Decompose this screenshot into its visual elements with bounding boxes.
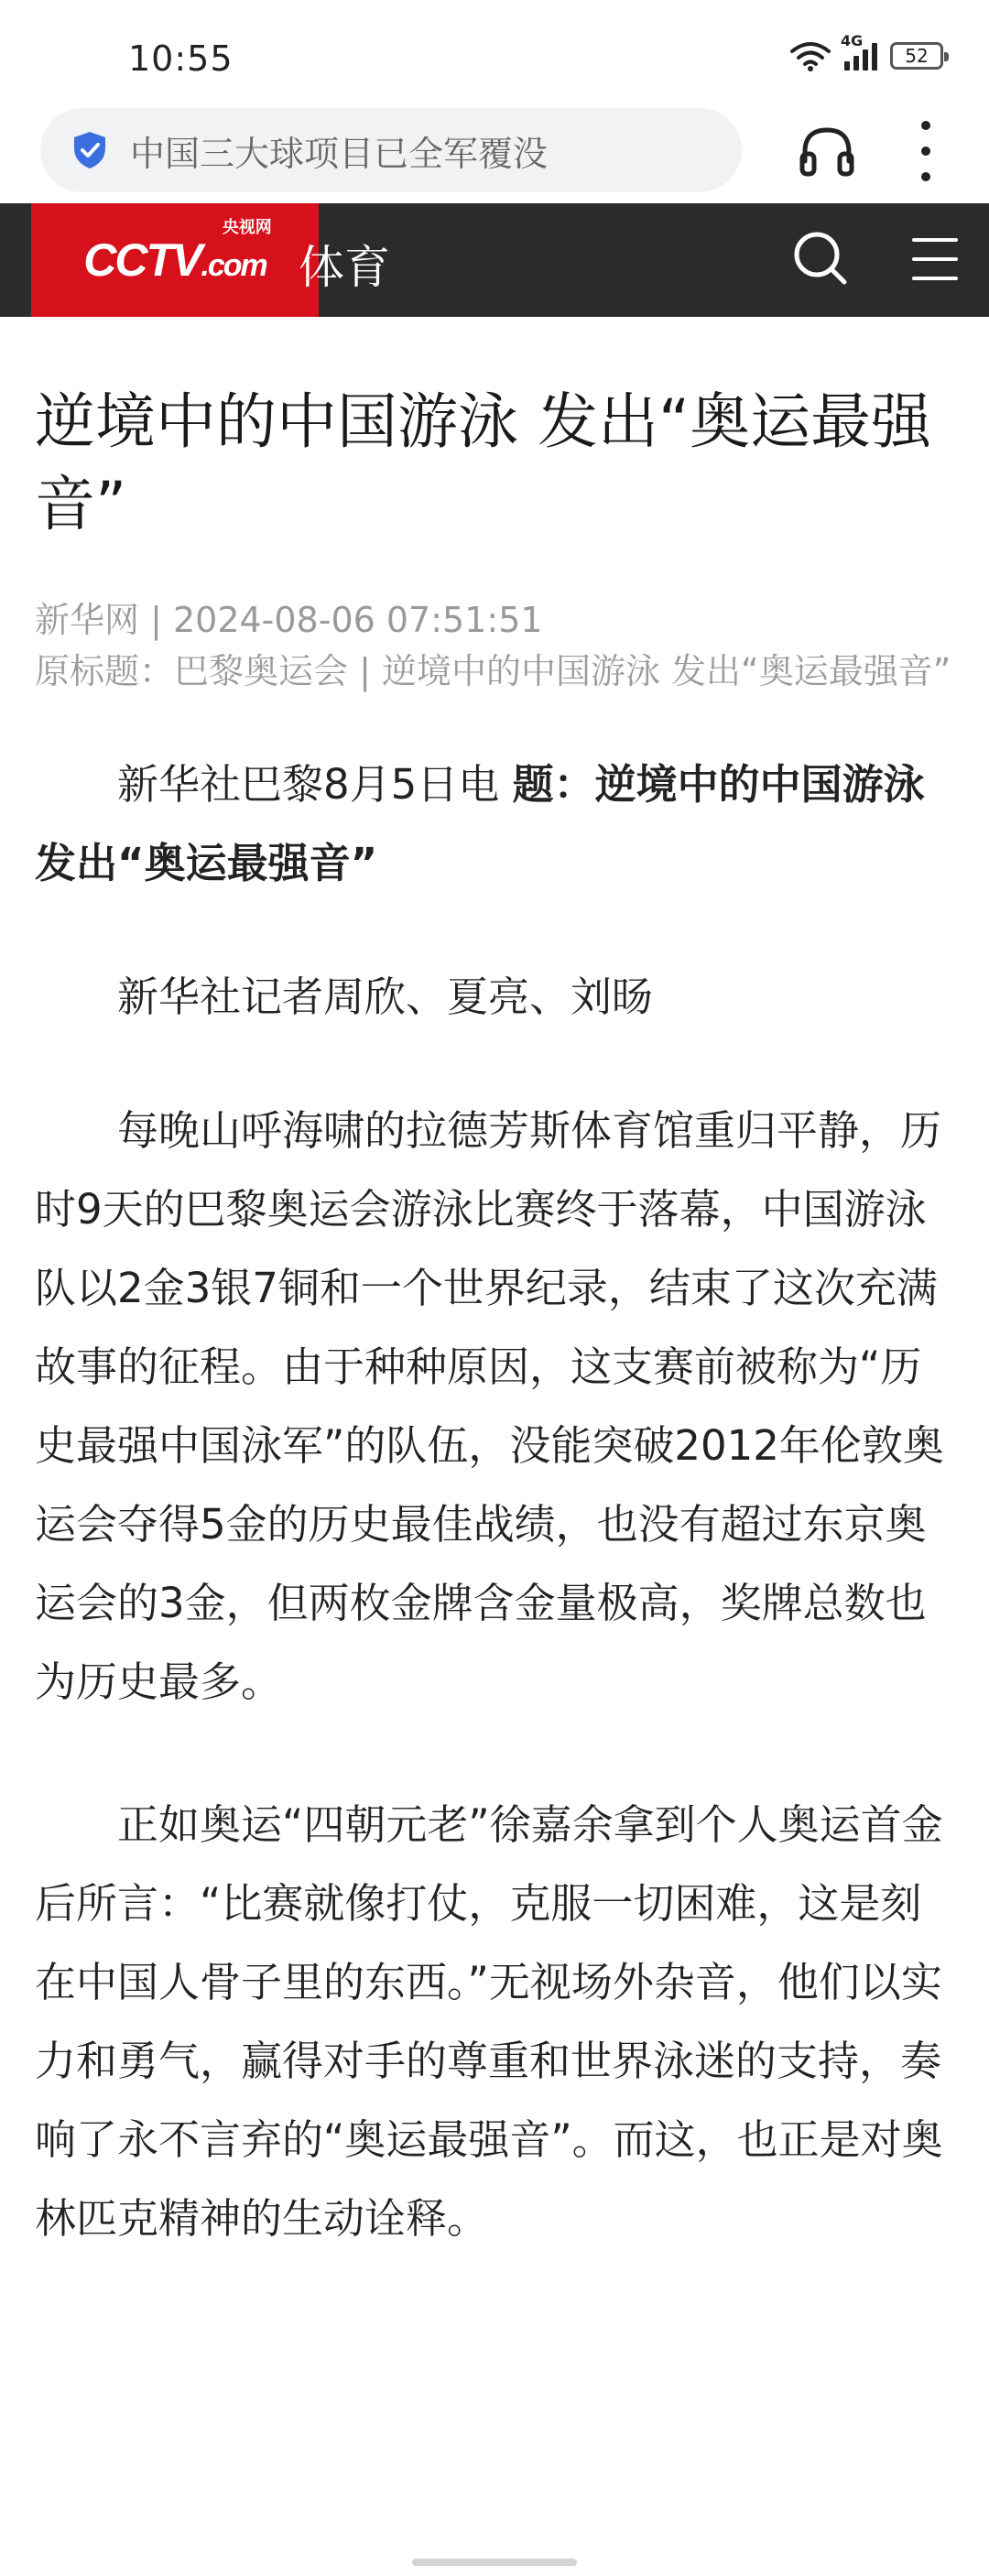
shield-icon — [71, 130, 108, 170]
dateline: 新华社巴黎8月5日电 — [117, 760, 513, 809]
battery-level: 52 — [905, 45, 929, 67]
hamburger-menu-icon[interactable] — [912, 238, 958, 280]
status-bar — [0, 0, 989, 108]
status-time: 10:55 — [128, 38, 234, 79]
address-text[interactable]: 中国三大球项目已全军覆没 — [130, 133, 549, 174]
cctv-logo[interactable] — [31, 203, 319, 317]
status-icons — [789, 32, 943, 71]
more-menu-icon[interactable] — [916, 121, 936, 181]
channel-title[interactable]: 体育 — [299, 241, 390, 294]
article-paragraph — [35, 745, 954, 903]
logo-sub: 央视网 — [222, 218, 272, 236]
logo-text — [83, 218, 272, 286]
headphones-icon[interactable] — [799, 125, 855, 178]
logo-com: .com — [201, 248, 266, 283]
original-title: 原标题：巴黎奥运会 | 逆境中的中国游泳 发出“奥运最强音” — [35, 651, 951, 691]
gesture-bar — [0, 2544, 989, 2576]
article-meta: 新华网 | 2024-08-06 07:51:51 — [35, 600, 543, 640]
article-paragraph: 正如奥运“四朝元老”徐嘉余拿到个人奥运首金后所言：“比赛就像打仗，克服一切困难，这是刻在中国人骨子里的东西。”无视场外杂音，他们以实力和勇气，赢得对手的尊重和世界泳迷的支持，奏响了永不言弃的“奥运最强音”。而这，也正是对奥林匹克精神的生动诠释。 — [35, 1800, 943, 2243]
address-bar[interactable] — [40, 108, 742, 192]
article — [35, 317, 954, 2258]
site-header — [0, 203, 989, 317]
search-icon[interactable] — [791, 229, 850, 288]
article-paragraph: 每晚山呼海啸的拉德芳斯体育馆重归平静，历时9天的巴黎奥运会游泳比赛终于落幕，中国游泳队以2金3银7铜和一个世界纪录，结束了这次充满故事的征程。由于种种原因，这支赛前被称为“历史最强中国泳军”的队伍，没能突破2012年伦敦奥运会夺得5金的历史最佳战绩，也没有超过东京奥运会的3金，但两枚金牌含金量极高，奖牌总数也为历史最多。 — [35, 1106, 944, 1706]
subtitle: 题：逆境中的中国游泳 发出“奥运最强音” — [35, 760, 925, 887]
browser-toolbar — [0, 108, 989, 203]
article-headline: 逆境中的中国游泳 发出“奥运最强音” — [35, 386, 932, 539]
article-paragraph: 新华社记者周欣、夏亮、刘旸 — [117, 973, 654, 1021]
network-type: 4G — [841, 32, 864, 49]
battery-icon — [890, 42, 943, 70]
logo-main: CCTV — [83, 234, 201, 286]
home-indicator[interactable] — [412, 2559, 577, 2566]
signal-icon — [841, 32, 877, 71]
wifi-icon — [789, 40, 831, 71]
